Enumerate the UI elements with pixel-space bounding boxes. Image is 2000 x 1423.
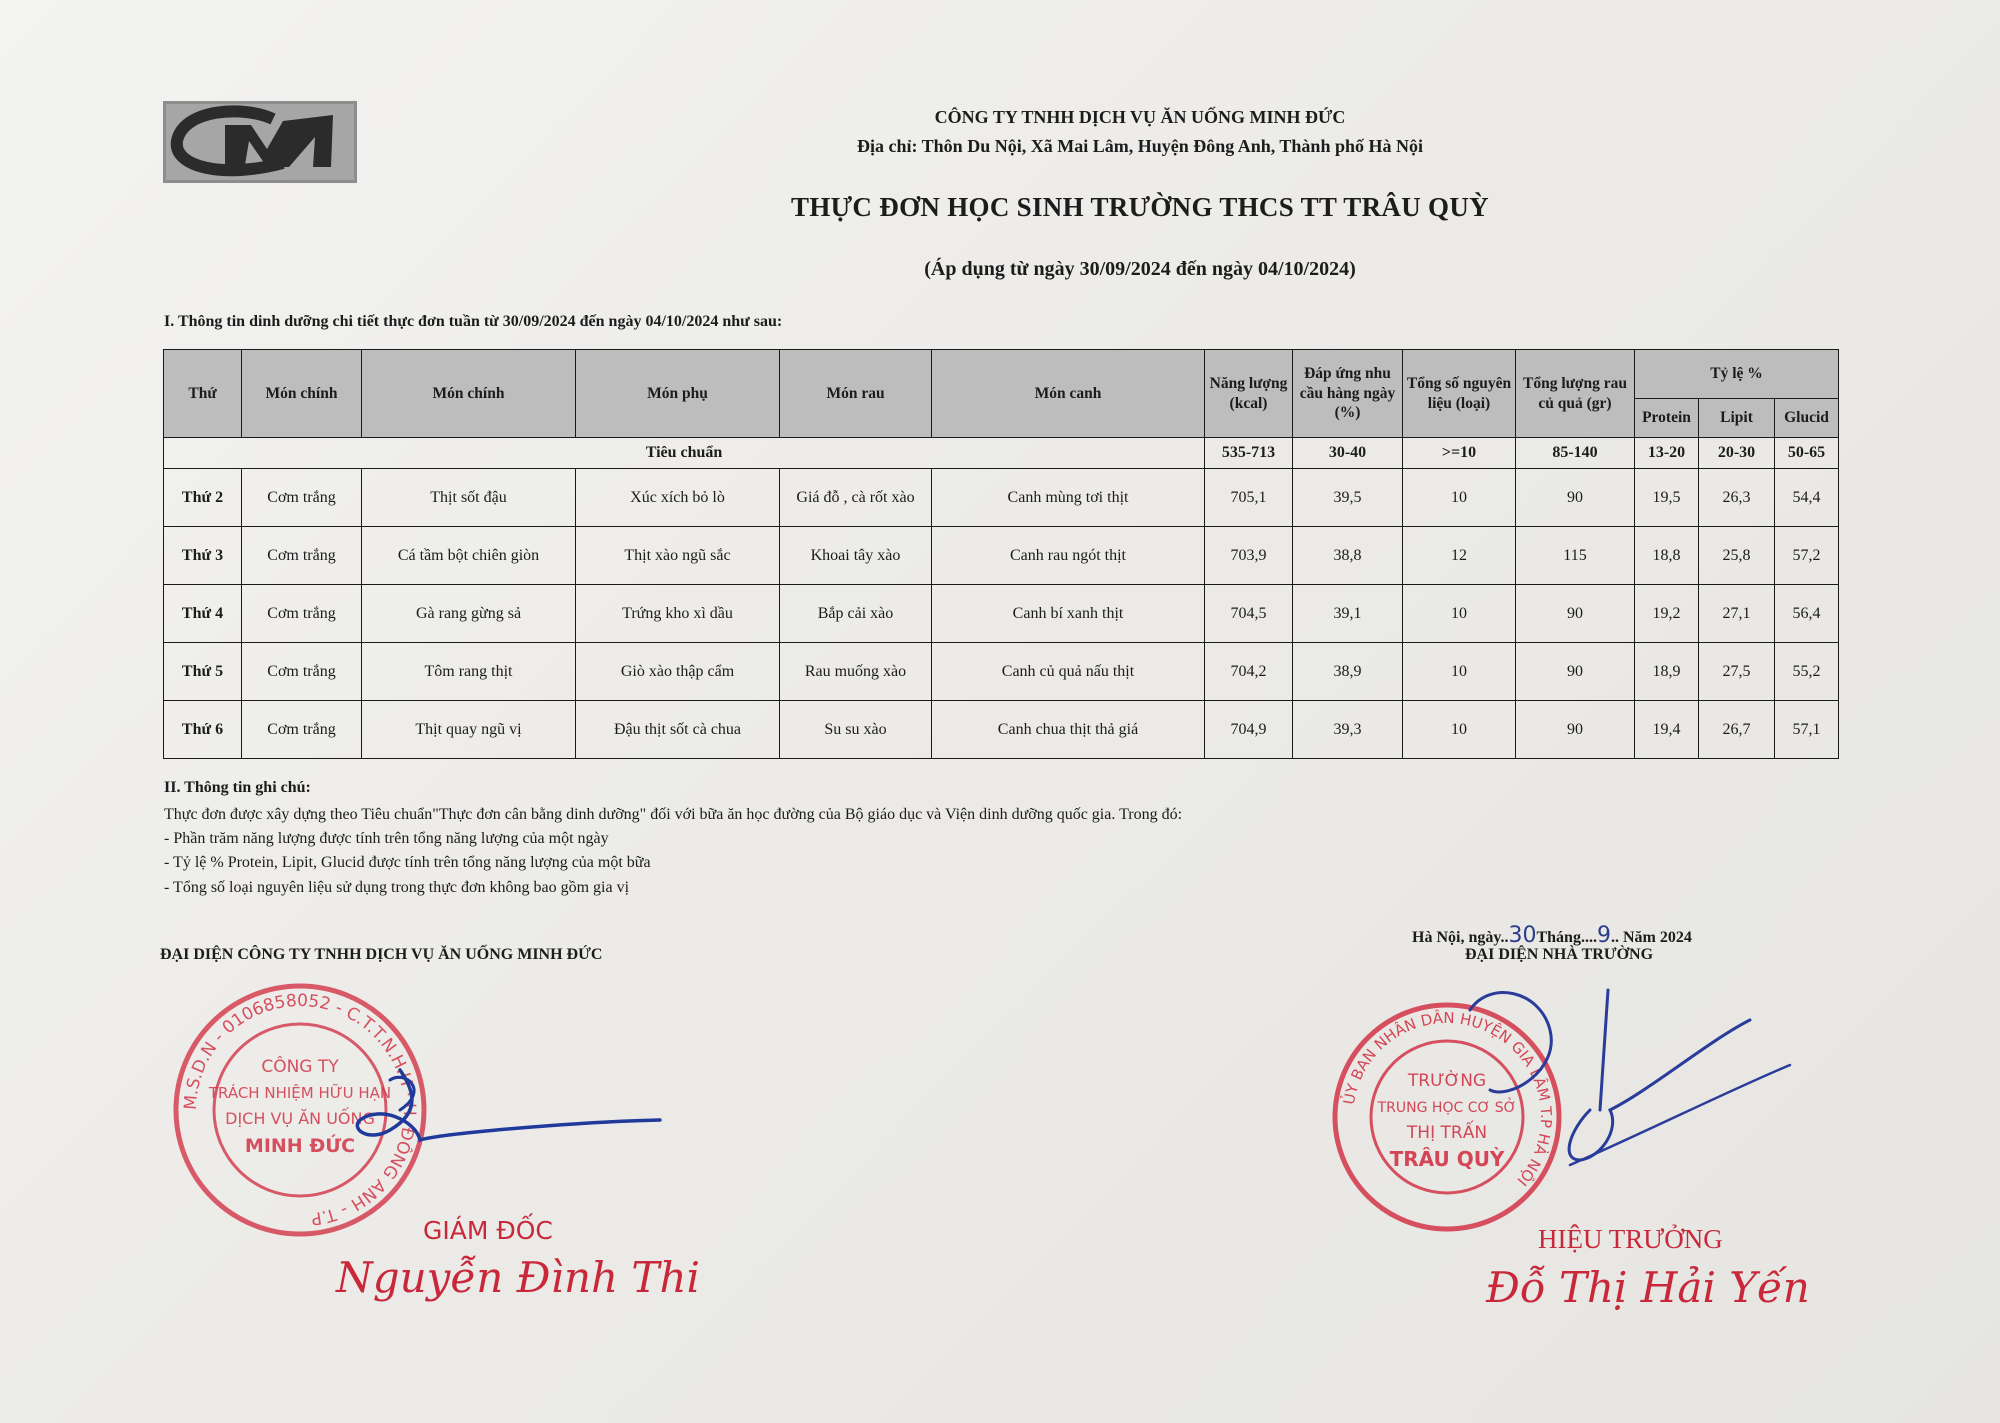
cell-canh: Canh bí xanh thịt xyxy=(932,585,1205,643)
principal-title: HIỆU TRƯỞNG xyxy=(1538,1224,1723,1254)
col-glucid: Glucid xyxy=(1775,399,1839,438)
company-stamp-line: DỊCH VỤ ĂN UỐNG xyxy=(225,1109,375,1128)
cell-nl: 10 xyxy=(1403,469,1516,527)
document-subtitle: (Áp dụng từ ngày 30/09/2024 đến ngày 04/10/2024) xyxy=(924,258,1356,280)
menu-table xyxy=(163,349,1839,759)
col-tong-nguyen-lieu: Tổng số nguyên liệu (loại) xyxy=(1403,350,1516,438)
school-stamp-line: TRUNG HỌC CƠ SỞ xyxy=(1377,1100,1517,1116)
cell-rau: Rau muống xào xyxy=(780,643,932,701)
cell-phu: Giò xào thập cẩm xyxy=(576,643,780,701)
cell-lipit: 27,1 xyxy=(1699,585,1775,643)
document-title: THỰC ĐƠN HỌC SINH TRƯỜNG THCS TT TRÂU QUỲ xyxy=(791,192,1489,222)
col-ty-le: Tỷ lệ % xyxy=(1635,350,1839,399)
table-row xyxy=(164,527,1839,585)
col-nang-luong: Năng lượng (kcal) xyxy=(1205,350,1293,438)
cell-phu: Trứng kho xì dầu xyxy=(576,585,780,643)
cell-lipit: 25,8 xyxy=(1699,527,1775,585)
cell-protein: 18,9 xyxy=(1635,643,1699,701)
school-representative-label: ĐẠI DIỆN NHÀ TRƯỜNG xyxy=(1465,946,1654,963)
standard-kcal: 535-713 xyxy=(1205,438,1293,469)
director-signature-icon xyxy=(330,1050,670,1160)
cell-glucid: 54,4 xyxy=(1775,469,1839,527)
company-stamp-line: MINH ĐỨC xyxy=(244,1135,356,1157)
cell-rau: Bắp cải xào xyxy=(780,585,932,643)
cell-pct: 39,3 xyxy=(1293,701,1403,759)
director-title: GIÁM ĐỐC xyxy=(423,1216,553,1245)
cell-chinh: Thịt quay ngũ vị xyxy=(362,701,576,759)
company-name: CÔNG TY TNHH DỊCH VỤ ĂN UỐNG MINH ĐỨC xyxy=(934,107,1346,127)
cell-phu: Đậu thịt sốt cà chua xyxy=(576,701,780,759)
col-lipit: Lipit xyxy=(1699,399,1775,438)
school-stamp-line: THỊ TRẤN xyxy=(1406,1123,1488,1143)
company-stamp-line: CÔNG TY xyxy=(261,1057,339,1077)
note-item: - Tỷ lệ % Protein, Lipit, Glucid được tính trên tổng năng lượng của một bữa xyxy=(164,854,651,871)
col-dap-ung: Đáp ứng nhu cầu hàng ngày (%) xyxy=(1293,350,1403,438)
cell-canh: Canh mùng tơi thịt xyxy=(932,469,1205,527)
standard-glucid: 50-65 xyxy=(1775,438,1839,469)
cell-com: Cơm trắng xyxy=(242,585,362,643)
company-stamp-ring-text: M.S.D.N - 0106858052 - C.T.T.N.H.H · H. ĐÔNG ANH - T.P xyxy=(180,990,420,1229)
col-tong-luong-rau: Tổng lượng rau củ quả (gr) xyxy=(1516,350,1635,438)
date-month: 9 xyxy=(1596,923,1611,948)
cell-kcal: 703,9 xyxy=(1205,527,1293,585)
date-day: 30 xyxy=(1508,923,1537,948)
cell-kcal: 704,5 xyxy=(1205,585,1293,643)
col-protein: Protein xyxy=(1635,399,1699,438)
cell-protein: 19,2 xyxy=(1635,585,1699,643)
cell-glucid: 55,2 xyxy=(1775,643,1839,701)
cell-thu: Thứ 4 xyxy=(164,585,242,643)
cell-thu: Thứ 3 xyxy=(164,527,242,585)
cell-protein: 18,8 xyxy=(1635,527,1699,585)
cell-lipit: 26,7 xyxy=(1699,701,1775,759)
principal-signature-icon xyxy=(1450,980,1800,1200)
director-name-signature: Nguyễn Đình Thi xyxy=(336,1253,700,1302)
cell-nl: 10 xyxy=(1403,643,1516,701)
cell-rau: Khoai tây xào xyxy=(780,527,932,585)
cell-glucid: 56,4 xyxy=(1775,585,1839,643)
cell-canh: Canh chua thịt thả giá xyxy=(932,701,1205,759)
date-mid: Tháng.... xyxy=(1536,929,1597,946)
note-item: - Phần trăm năng lượng được tính trên tổng năng lượng của một ngày xyxy=(164,830,609,847)
cell-lipit: 26,3 xyxy=(1699,469,1775,527)
cell-com: Cơm trắng xyxy=(242,701,362,759)
date-suffix: .. Năm 2024 xyxy=(1610,929,1692,946)
cell-pct: 38,9 xyxy=(1293,643,1403,701)
col-mon-rau: Món rau xyxy=(780,350,932,438)
cell-kcal: 705,1 xyxy=(1205,469,1293,527)
cell-rcq: 115 xyxy=(1516,527,1635,585)
cell-phu: Thịt xào ngũ sắc xyxy=(576,527,780,585)
standard-label: Tiêu chuẩn xyxy=(164,438,1205,469)
cell-rau: Su su xào xyxy=(780,701,932,759)
school-stamp-line: TRÂU QUỲ xyxy=(1389,1147,1505,1171)
col-mon-canh: Món canh xyxy=(932,350,1205,438)
school-stamp-ring-text: ỦY BAN NHÂN DÂN HUYỆN GIA LÂM T.P HÀ NỘI xyxy=(1339,1008,1556,1190)
cell-phu: Xúc xích bỏ lò xyxy=(576,469,780,527)
cell-nl: 12 xyxy=(1403,527,1516,585)
note-intro: Thực đơn được xây dựng theo Tiêu chuẩn"Thực đơn cân bằng dinh dưỡng" đối với bữa ăn học đường của Bộ giáo dục và Viện dinh dưỡng quốc gia. Trong đó: xyxy=(164,806,1183,823)
table-row xyxy=(164,469,1839,527)
company-representative-label: ĐẠI DIỆN CÔNG TY TNHH DỊCH VỤ ĂN UỐNG MINH ĐỨC xyxy=(160,946,603,963)
standard-protein: 13-20 xyxy=(1635,438,1699,469)
cell-kcal: 704,9 xyxy=(1205,701,1293,759)
date-prefix: Hà Nội, ngày.. xyxy=(1412,929,1509,946)
cell-thu: Thứ 2 xyxy=(164,469,242,527)
standard-row xyxy=(164,438,1839,469)
cell-rcq: 90 xyxy=(1516,585,1635,643)
col-mon-phu: Món phụ xyxy=(576,350,780,438)
cell-lipit: 27,5 xyxy=(1699,643,1775,701)
cell-chinh: Gà rang gừng sả xyxy=(362,585,576,643)
cell-chinh: Tôm rang thịt xyxy=(362,643,576,701)
cell-rcq: 90 xyxy=(1516,643,1635,701)
cell-chinh: Thịt sốt đậu xyxy=(362,469,576,527)
cell-rcq: 90 xyxy=(1516,701,1635,759)
standard-ingredients: >=10 xyxy=(1403,438,1516,469)
cell-com: Cơm trắng xyxy=(242,469,362,527)
school-stamp-line: TRƯỜNG xyxy=(1407,1071,1487,1091)
cell-canh: Canh củ quả nấu thịt xyxy=(932,643,1205,701)
cell-thu: Thứ 5 xyxy=(164,643,242,701)
standard-percent: 30-40 xyxy=(1293,438,1403,469)
table-row xyxy=(164,585,1839,643)
cell-glucid: 57,1 xyxy=(1775,701,1839,759)
company-stamp-line: TRÁCH NHIỆM HỮU HẠN xyxy=(208,1084,392,1102)
cell-kcal: 704,2 xyxy=(1205,643,1293,701)
company-logo-icon xyxy=(163,101,357,183)
cell-chinh: Cá tầm bột chiên giòn xyxy=(362,527,576,585)
standard-vegetables: 85-140 xyxy=(1516,438,1635,469)
cell-canh: Canh rau ngót thịt xyxy=(932,527,1205,585)
cell-nl: 10 xyxy=(1403,701,1516,759)
signing-date xyxy=(1412,923,1692,948)
cell-protein: 19,4 xyxy=(1635,701,1699,759)
cell-glucid: 57,2 xyxy=(1775,527,1839,585)
col-thu: Thứ xyxy=(164,350,242,438)
col-mon-chinh-1: Món chính xyxy=(242,350,362,438)
col-mon-chinh-2: Món chính xyxy=(362,350,576,438)
cell-pct: 38,8 xyxy=(1293,527,1403,585)
cell-nl: 10 xyxy=(1403,585,1516,643)
cell-pct: 39,1 xyxy=(1293,585,1403,643)
cell-thu: Thứ 6 xyxy=(164,701,242,759)
cell-com: Cơm trắng xyxy=(242,527,362,585)
note-item: - Tổng số loại nguyên liệu sử dụng trong thực đơn không bao gồm gia vị xyxy=(164,879,630,896)
cell-protein: 19,5 xyxy=(1635,469,1699,527)
company-address: Địa chỉ: Thôn Du Nội, Xã Mai Lâm, Huyện Đông Anh, Thành phố Hà Nội xyxy=(857,136,1423,156)
standard-lipit: 20-30 xyxy=(1699,438,1775,469)
section-1-heading: I. Thông tin dinh dưỡng chi tiết thực đơn tuần từ 30/09/2024 đến ngày 04/10/2024 như sau: xyxy=(164,313,783,330)
table-row xyxy=(164,643,1839,701)
cell-com: Cơm trắng xyxy=(242,643,362,701)
cell-pct: 39,5 xyxy=(1293,469,1403,527)
principal-name-signature: Đỗ Thị Hải Yến xyxy=(1486,1263,1810,1312)
section-2-heading: II. Thông tin ghi chú: xyxy=(164,779,311,796)
cell-rcq: 90 xyxy=(1516,469,1635,527)
cell-rau: Giá đỗ , cà rốt xào xyxy=(780,469,932,527)
table-row xyxy=(164,701,1839,759)
